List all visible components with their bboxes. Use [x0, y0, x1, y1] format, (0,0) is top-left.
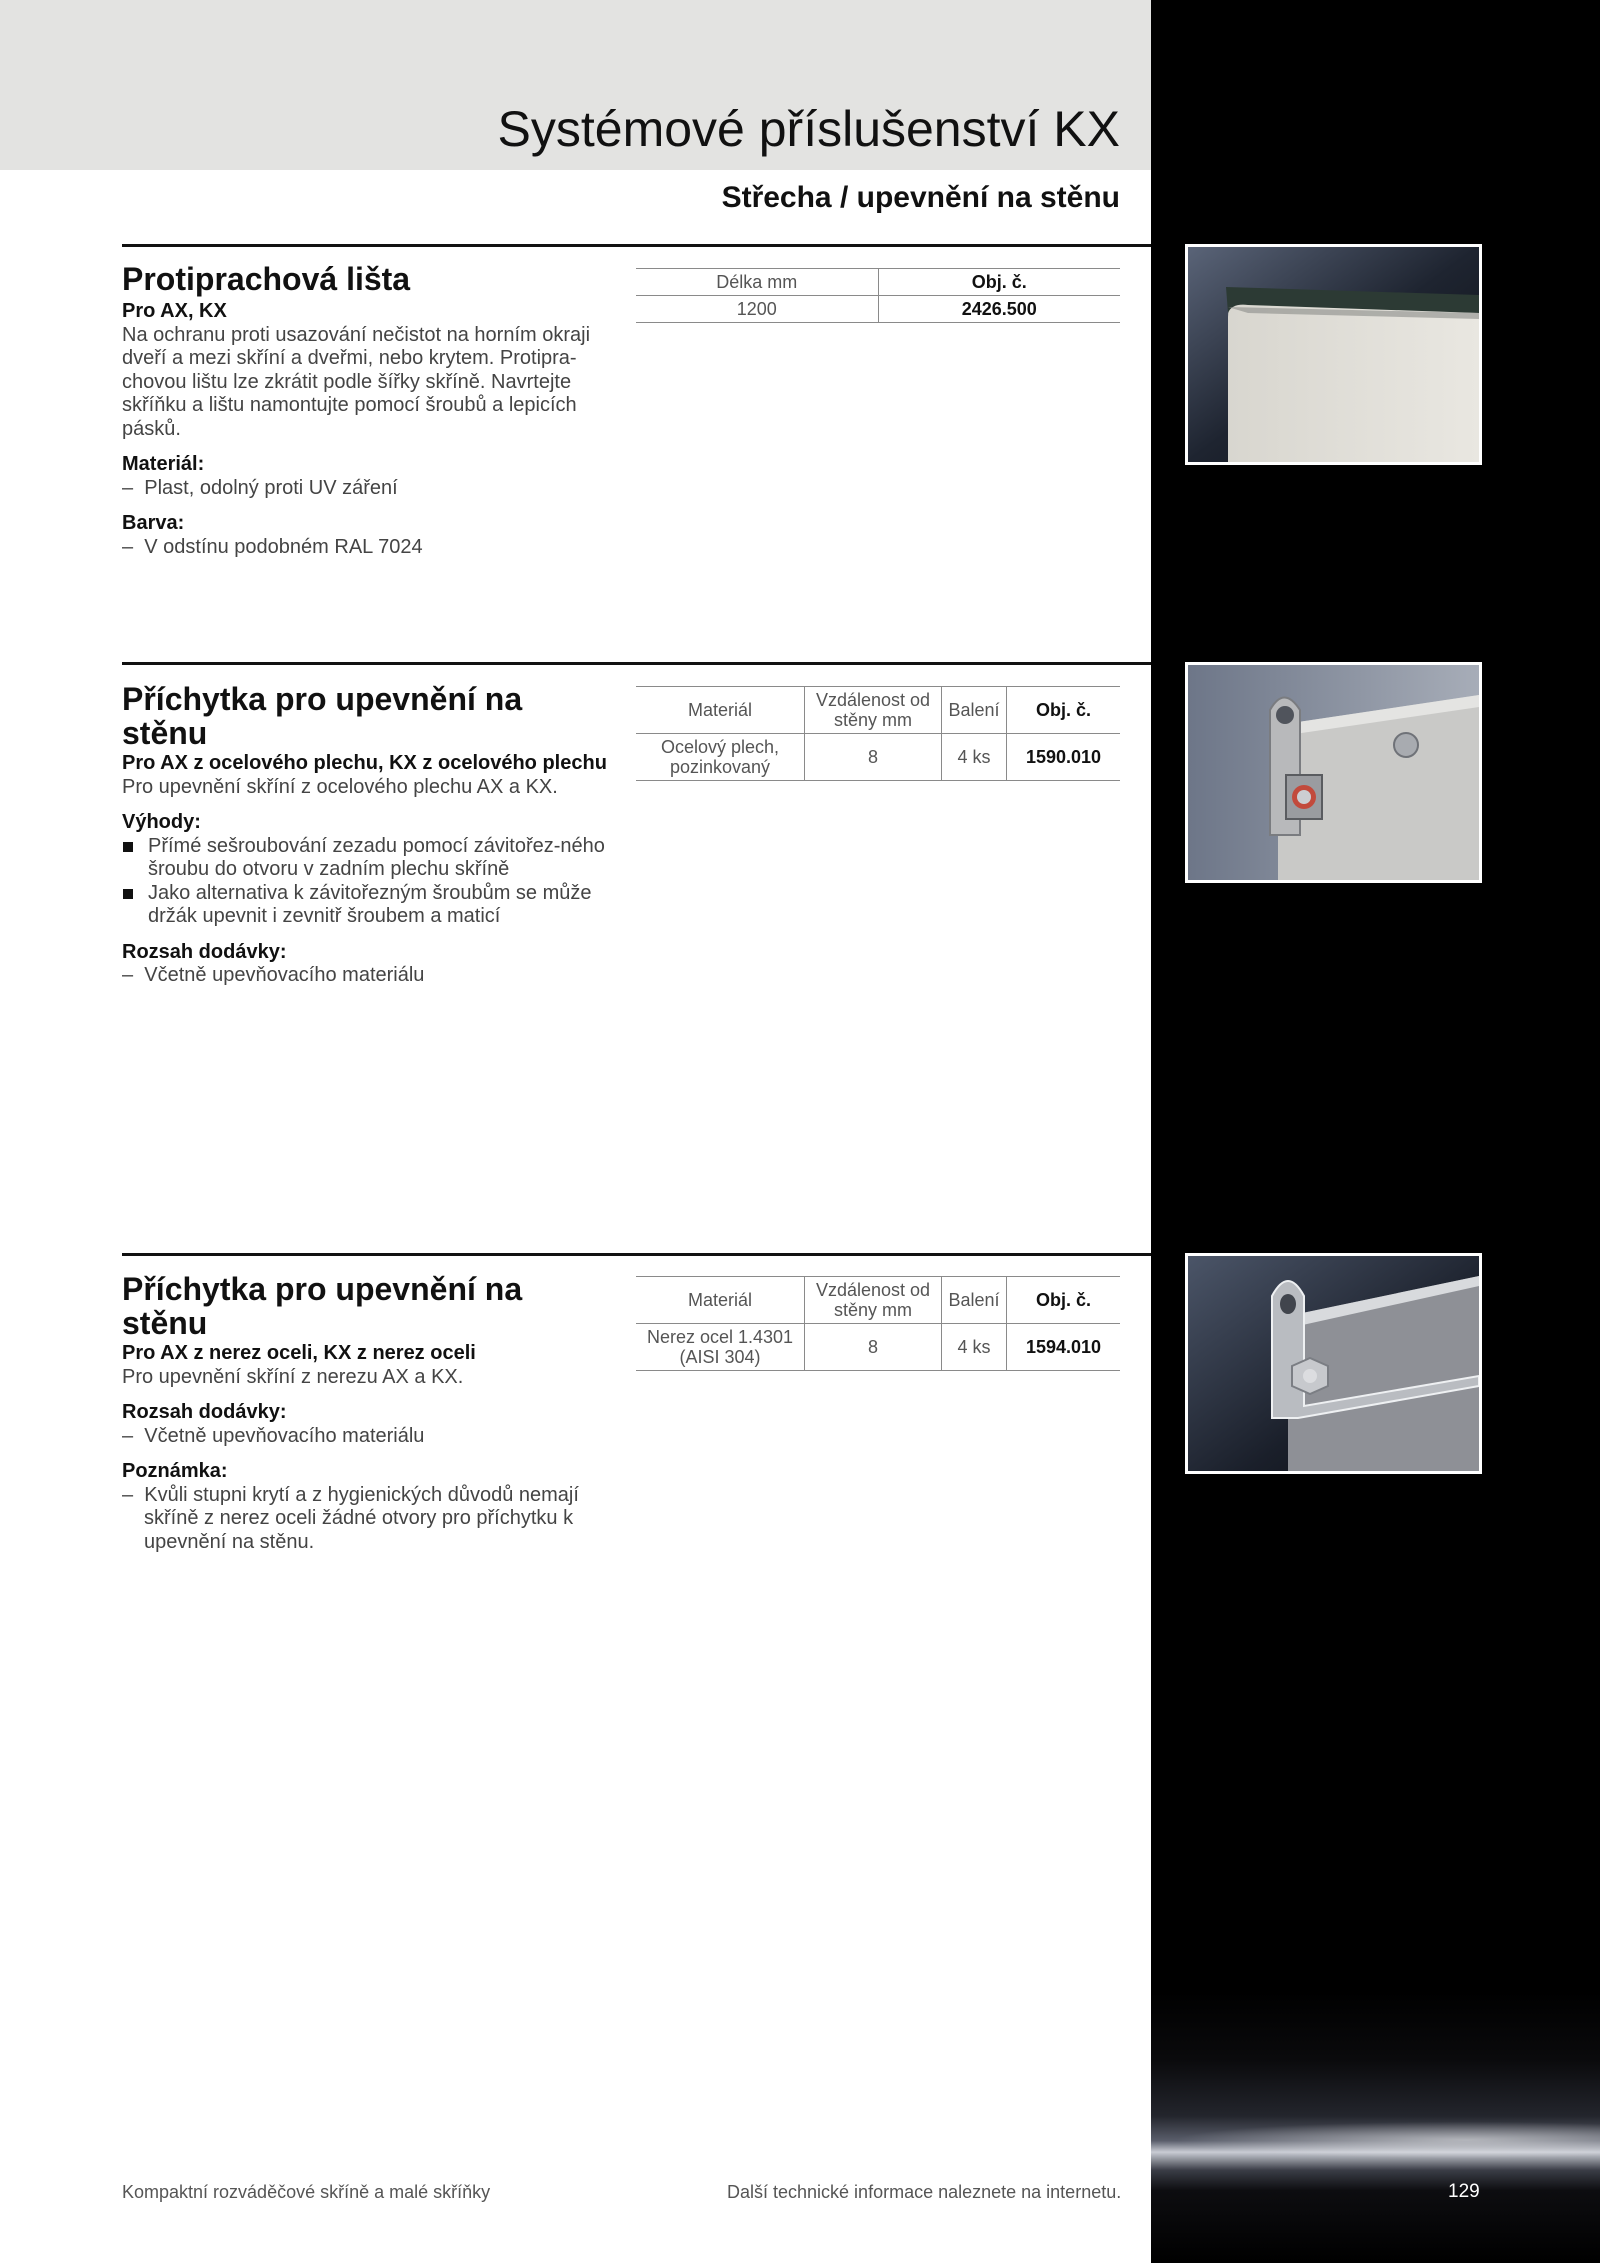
section-title: Příchytka pro upevnění na stěnu: [122, 681, 523, 751]
table-cell: Nerez ocel 1.4301 (AISI 304): [636, 1324, 805, 1371]
section-title: Příchytka pro upevnění na stěnu: [122, 1271, 523, 1341]
table-header: Vzdálenost od stěny mm: [805, 1277, 942, 1324]
description: Pro upevnění skříní z nerezu AX a KX.: [122, 1365, 464, 1388]
table-cell: 4 ks: [942, 734, 1007, 781]
table-header-row: [636, 269, 1120, 296]
footer-center: Další technické informace naleznete na internetu.: [727, 2182, 1122, 2202]
fit-label: Pro AX, KX: [122, 300, 227, 322]
spec-table: [636, 268, 1120, 323]
table-header: Balení: [942, 687, 1007, 734]
table-header: Balení: [942, 1277, 1007, 1324]
section-divider: [122, 244, 1151, 247]
supply-heading: Rozsah dodávky:: [122, 940, 287, 963]
note-item: – Kvůli stupni krytí a z hygienických důvodů nemají skříně z nerez oceli žádné otvory pro příchytku k upevnění na stěnu.: [122, 1483, 579, 1553]
product-photo-wall-bracket-steel: [1185, 662, 1482, 883]
list-item: Přímé sešroubování zezadu pomocí závitořez-ného šroubu do otvoru v zadním plechu skříně: [122, 835, 607, 882]
section-divider: [122, 662, 1151, 665]
color-item: – V odstínu podobném RAL 7024: [122, 535, 423, 558]
table-cell: 4 ks: [942, 1324, 1007, 1371]
order-number: 2426.500: [878, 296, 1120, 323]
fit-label: Pro AX z nerez oceli, KX z nerez oceli: [122, 1342, 476, 1364]
section-text: [122, 1342, 607, 1554]
table-header-row: [636, 687, 1120, 734]
section-title: Protiprachová lišta: [122, 261, 411, 297]
table-header: Obj. č.: [878, 269, 1120, 296]
page-number: 129: [1448, 2181, 1480, 2202]
material-heading: Materiál:: [122, 453, 205, 475]
table-cell: Ocelový plech, pozinkovaný: [636, 734, 805, 781]
table-cell: 8: [805, 734, 942, 781]
table-row: [636, 1324, 1120, 1371]
order-number: 1594.010: [1007, 1324, 1121, 1371]
section-text: [122, 300, 607, 559]
list-item: Jako alternativa k závitořezným šroubům se může držák upevnit i zevnitř šroubem a maticí: [122, 882, 607, 929]
order-number: 1590.010: [1007, 734, 1121, 781]
table-header: Materiál: [636, 1277, 805, 1324]
table-header-row: [636, 1277, 1120, 1324]
benefits-heading: Výhody:: [122, 811, 201, 833]
note-heading: Poznámka:: [122, 1460, 228, 1482]
material-item: – Plast, odolný proti UV záření: [122, 476, 398, 499]
table-cell: 1200: [636, 296, 878, 323]
color-heading: Barva:: [122, 512, 185, 534]
table-row: [636, 734, 1120, 781]
table-header: Materiál: [636, 687, 805, 734]
supply-item: – Včetně upevňovacího materiálu: [122, 1424, 425, 1447]
page-title: Systémové příslušenství KX: [497, 101, 1120, 157]
spec-table: [636, 686, 1120, 781]
spec-table: [636, 1276, 1120, 1371]
supply-item: – Včetně upevňovacího materiálu: [122, 964, 425, 986]
table-header: Vzdálenost od stěny mm: [805, 687, 942, 734]
section-divider: [122, 1253, 1151, 1256]
product-photo-dust-strip: [1185, 244, 1482, 465]
fit-label: Pro AX z ocelového plechu, KX z ocelového plechu: [122, 752, 607, 774]
table-header: Obj. č.: [1007, 687, 1121, 734]
table-cell: 8: [805, 1324, 942, 1371]
table-header: Délka mm: [636, 269, 878, 296]
description: Na ochranu proti usazování nečistot na horním okraji dveří a mezi skříní a dveřmi, nebo krytem. Protipra-chovou lištu lze zkrátit podle šířky skříně. Navrtejte skříňku a lištu namontujte pomocí šroubů a lepicích pásků.: [122, 323, 591, 440]
table-header: Obj. č.: [1007, 1277, 1121, 1324]
footer-left: Kompaktní rozváděčové skříně a malé skříňky: [122, 2182, 491, 2202]
supply-heading: Rozsah dodávky:: [122, 1401, 287, 1423]
table-row: [636, 296, 1120, 323]
description: Pro upevnění skříní z ocelového plechu AX a KX.: [122, 775, 558, 798]
page-subtitle: Střecha / upevnění na stěnu: [721, 181, 1120, 214]
section-text: [122, 752, 607, 988]
sidebar-highlight: [1151, 2120, 1600, 2160]
product-photo-wall-bracket-stainless: [1185, 1253, 1482, 1474]
